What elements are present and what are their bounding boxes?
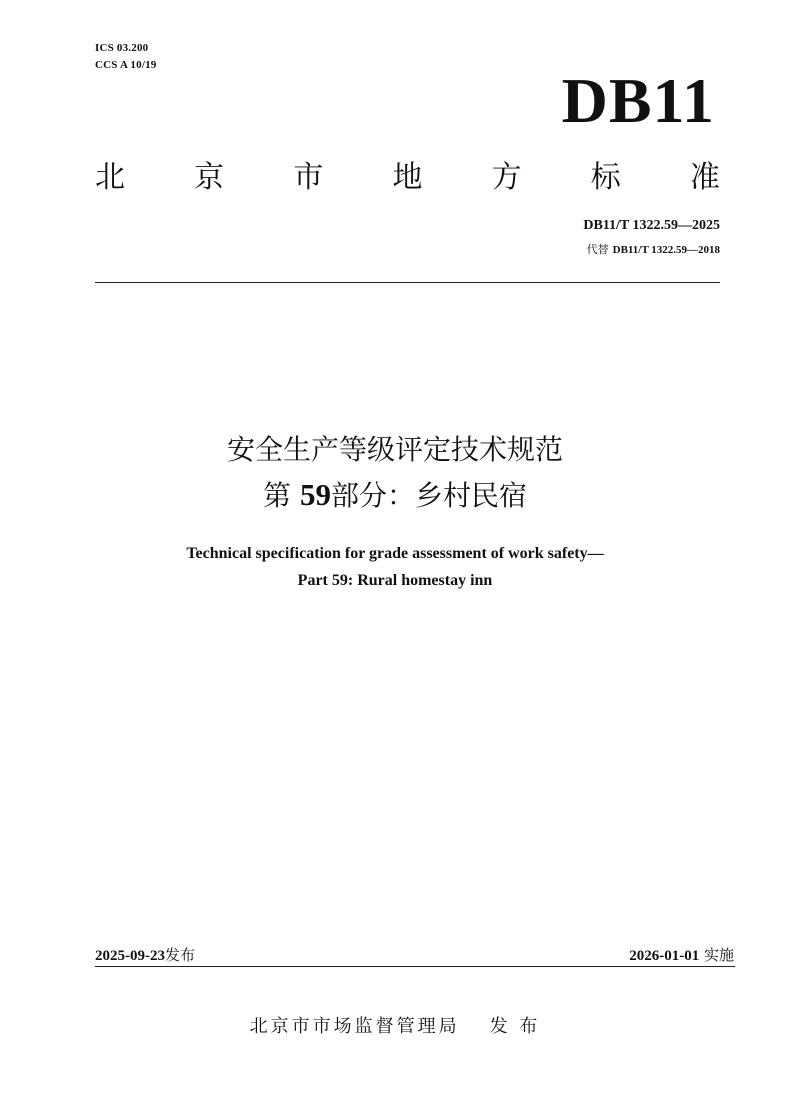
standard-number: DB11/T 1322.59—2025 [583,218,720,233]
publish-date-line [95,944,195,965]
ccs-code: CCS A 10/19 [95,59,157,71]
standard-kind-char: 标 [590,160,621,195]
standard-kind-char: 方 [491,160,522,195]
issuer-action: 发 布 [489,1016,541,1037]
standard-kind-char: 京 [194,160,225,195]
publish-label: 发布 [165,946,196,964]
standard-kind-char: 市 [293,160,324,195]
standard-kind-char: 地 [392,160,423,195]
title-cn-line1: 安全生产等级评定技术规范 [226,433,563,466]
standard-kind-heading [95,152,720,196]
standard-kind-char: 准 [689,160,720,195]
title-cn-part-prefix: 第 [263,479,292,512]
title-cn-part-suffix: 部分：乡村民宿 [330,479,527,512]
standard-logo: DB11 [561,65,715,136]
issuer-line [0,1012,790,1038]
header-divider [95,282,720,283]
implement-label: 实施 [703,946,734,964]
implement-date: 2026-01-01 [629,948,700,964]
title-en-line2: Part 59: Rural homestay inn [297,572,493,589]
replaces-number: DB11/T 1322.59—2018 [612,244,720,256]
implement-date-line [629,944,734,965]
replaces-label: 代替 [586,243,609,256]
title-cn-line2 [0,474,790,514]
publish-date: 2025-09-23 [95,948,165,964]
title-cn-part-number: 59 [299,477,331,512]
issuer-name: 北京市市场监督管理局 [249,1016,460,1037]
footer-divider [95,966,735,967]
title-en-line1: Technical specification for grade assessment of work safety— [186,545,604,562]
standard-kind-char: 北 [95,160,125,195]
ics-code: ICS 03.200 [95,42,149,54]
replaces-line [587,241,720,257]
